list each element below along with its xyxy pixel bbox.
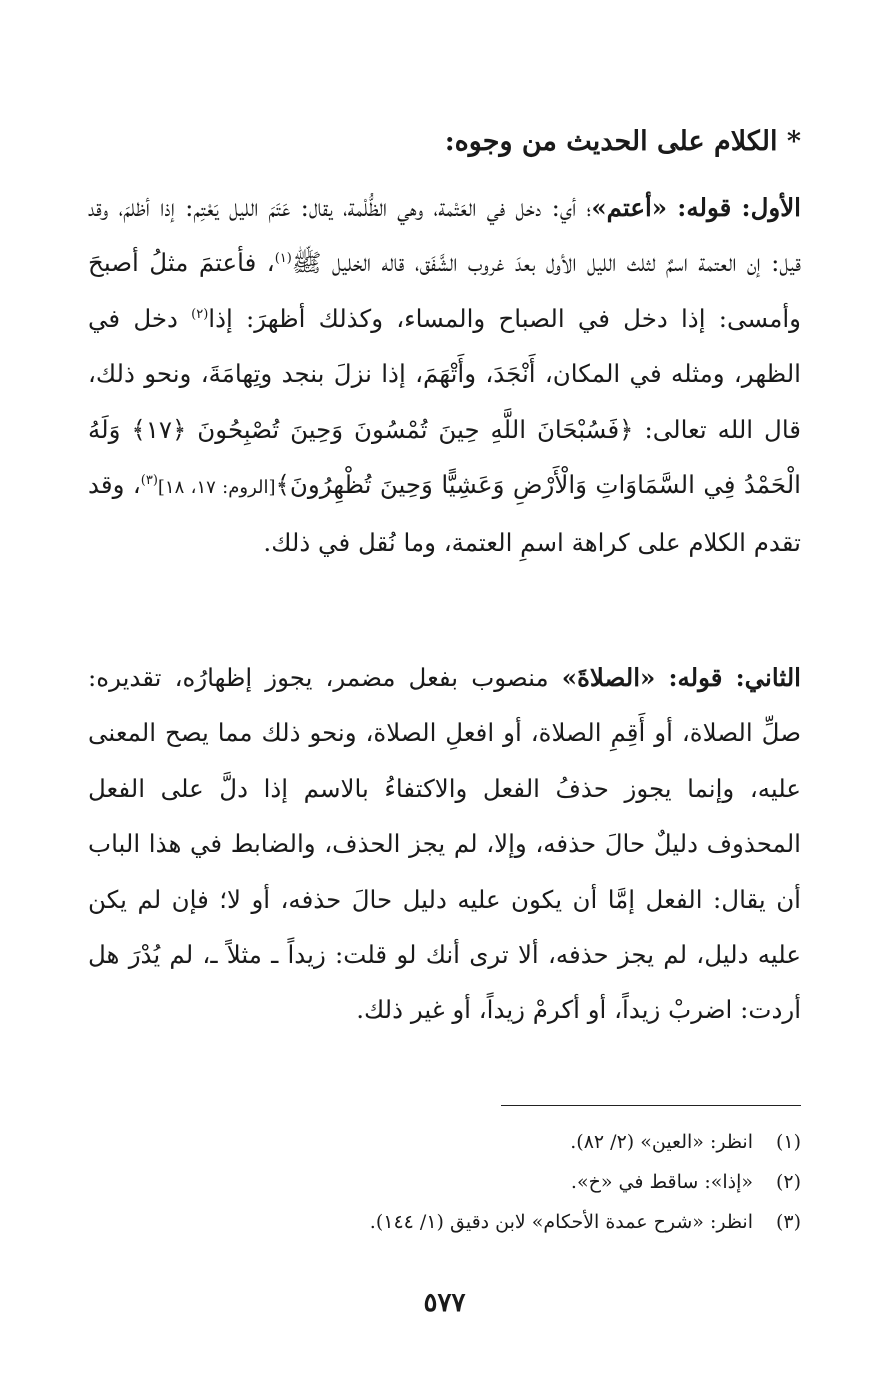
footnotes bbox=[88, 1122, 801, 1242]
footnote-number: (٢) bbox=[775, 1171, 801, 1193]
paragraph-first-quoted-word: «أعتم» bbox=[591, 193, 668, 222]
footnote-text: انظر: «شرح عمدة الأحكام» لابن دقيق (١/ ١٤٤). bbox=[369, 1211, 753, 1233]
paragraph-first-text-d: ، وقد تقدم الكلام على كراهة اسمِ العتمة، وما نُقل في ذلك. bbox=[88, 470, 801, 558]
footnote-number: (٣) bbox=[775, 1211, 801, 1233]
paragraph-first-text-b: ، فأعتمَ مثلُ أصبحَ وأمسى: إذا دخل في الصباح والمساء، وكذلك أظهرَ: إذا bbox=[88, 248, 801, 333]
paragraph-first bbox=[88, 180, 801, 571]
paragraph-second bbox=[88, 650, 801, 1038]
paragraph-second-lead: الثاني: bbox=[735, 663, 801, 692]
quran-verse: ﴿فَسُبْحَانَ اللَّهِ حِينَ تُمْسُونَ وَحِينَ تُصْبِحُونَ ﴿١٧﴾ وَلَهُ الْحَمْدُ فِي السَّمَاوَاتِ وَالْأَرْضِ وَعَشِيًّا وَحِينَ تُظْهِرُونَ﴾ bbox=[88, 414, 801, 500]
footnote-divider bbox=[501, 1105, 801, 1106]
footnote-ref-1: (١) bbox=[274, 251, 292, 267]
paragraph-first-lead: الأول: bbox=[741, 193, 801, 222]
page-number: ٥٧٧ bbox=[423, 1288, 466, 1318]
paragraph-second-text: منصوب بفعل مضمر، يجوز إظهارُه، تقديره: صلِّ الصلاة، أو أَقِمِ الصلاة، أو افعلِ الصلاة، ونحو ذلك مما يصح المعنى عليه، وإنما يجوز حذفُ الفعل والاكتفاءُ بالاسم إذا دلَّ على الفعل المحذوف دليلٌ حالَ حذفه، وإلا، لم يجز الحذف، والضابط في هذا الباب أن يقال: الفعل إمَّا أن يكون عليه دليل حالَ حذفه، أو لا؛ فإن لم يكن عليه دليل، لم يجز حذفه، ألا ترى أنك لو قلت: زيداً ـ مثلاً ـ، لم يُدْرَ هل أردت: اضربْ زيداً، أو أكرمْ زيداً، أو غير ذلك. bbox=[88, 663, 801, 1025]
paragraph-second-quoted-word: «الصلاةَ» bbox=[561, 663, 656, 692]
footnote-ref-3: (٣) bbox=[140, 472, 158, 488]
footnote-item bbox=[88, 1202, 801, 1242]
footnote-item bbox=[88, 1122, 801, 1162]
verse-reference: [الروم: ١٧، ١٨] bbox=[157, 477, 276, 499]
footnote-text: «إذا»: ساقط في «خ». bbox=[570, 1171, 753, 1193]
section-heading: * الكلام على الحديث من وجوه: bbox=[444, 126, 801, 157]
footnote-text: انظر: «العين» (٢/ ٨٢). bbox=[570, 1131, 753, 1153]
footnote-number: (١) bbox=[775, 1131, 801, 1153]
paragraph-first-text-a: ؛ أي: دخل في العَتْمة، وهي الظُّلْمة، يقال: عَتَمَ الليل يَعْتِم: إذا أظلمَ، وقد قيل: إن العتمة اسمٌ لثلث الليل الأول بعدَ غروب الشَّفَق، قاله الخليل ﷺ bbox=[88, 193, 802, 278]
page bbox=[88, 0, 801, 1389]
footnote-ref-2: (٢) bbox=[191, 306, 209, 322]
paragraph-first-text-c: دخل في الظهر، ومثله في المكان، أَنْجَدَ، وأَتْهَمَ، إذا نزلَ بنجد وتِهامَةَ، ونحو ذلك، قال الله تعالى: bbox=[88, 303, 801, 444]
footnote-item bbox=[88, 1162, 801, 1202]
paragraph-first-label: قوله: bbox=[677, 193, 732, 222]
paragraph-second-label: قوله: bbox=[668, 663, 723, 692]
